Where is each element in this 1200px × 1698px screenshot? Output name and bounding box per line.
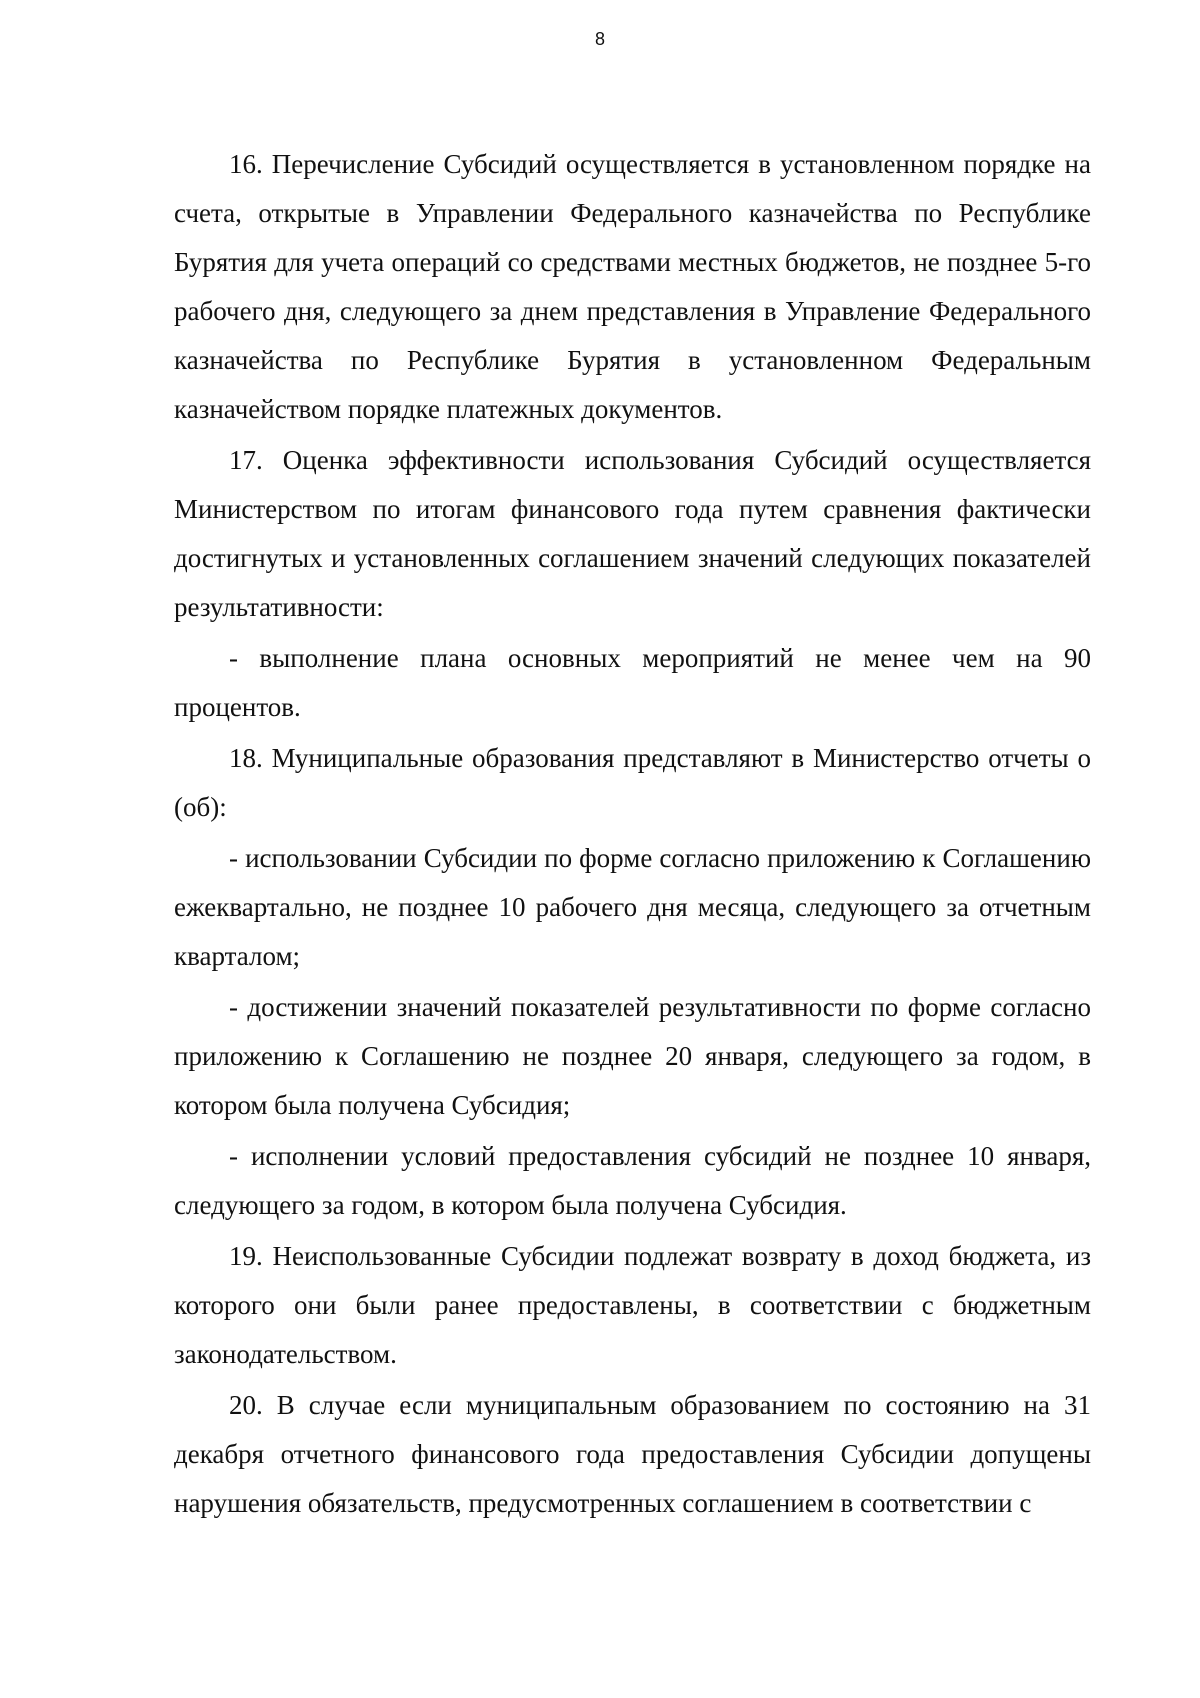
list-item-indicators-report: - достижении значений показателей результативности по форме согласно приложению к Соглашению не позднее 20 января, следующего за годом, в котором была получена Субсидия; [174,992,1091,1120]
list-item-subsidy-usage-report: - использовании Субсидии по форме согласно приложению к Соглашению ежеквартально, не позднее 10 рабочего дня месяца, следующего за отчетным кварталом; [174,843,1091,971]
paragraph-16: 16. Перечисление Субсидий осуществляется в установленном порядке на счета, открытые в Управлении Федерального казначейства по Республике Бурятия для учета операций со средствами местных бюджетов, не позднее 5-го рабочего дня, следующего за днем представления в Управление Федерального казначейства по Республике Бурятия в установленном Федеральным казначейством порядке платежных документов. [174,149,1091,424]
document-body [174,140,1091,1530]
paragraph-18: 18. Муниципальные образования представляют в Министерство отчеты о (об): [174,743,1091,822]
paragraph-17: 17. Оценка эффективности использования Субсидий осуществляется Министерством по итогам финансового года путем сравнения фактически достигнутых и установленных соглашением значений следующих показателей результативности: [174,445,1091,622]
paragraph-19: 19. Неиспользованные Субсидии подлежат возврату в доход бюджета, из которого они были ранее предоставлены, в соответствии с бюджетным законодательством. [174,1241,1091,1369]
page-number: 8 [594,29,605,49]
paragraph-20: 20. В случае если муниципальным образованием по состоянию на 31 декабря отчетного финансового года предоставления Субсидии допущены нарушения обязательств, предусмотренных соглашением в соответствии с [174,1390,1091,1518]
list-item-conditions-report: - исполнении условий предоставления субсидий не позднее 10 января, следующего за годом, в котором была получена Субсидия. [174,1141,1091,1220]
list-item-plan-execution: - выполнение плана основных мероприятий не менее чем на 90 процентов. [174,643,1091,722]
